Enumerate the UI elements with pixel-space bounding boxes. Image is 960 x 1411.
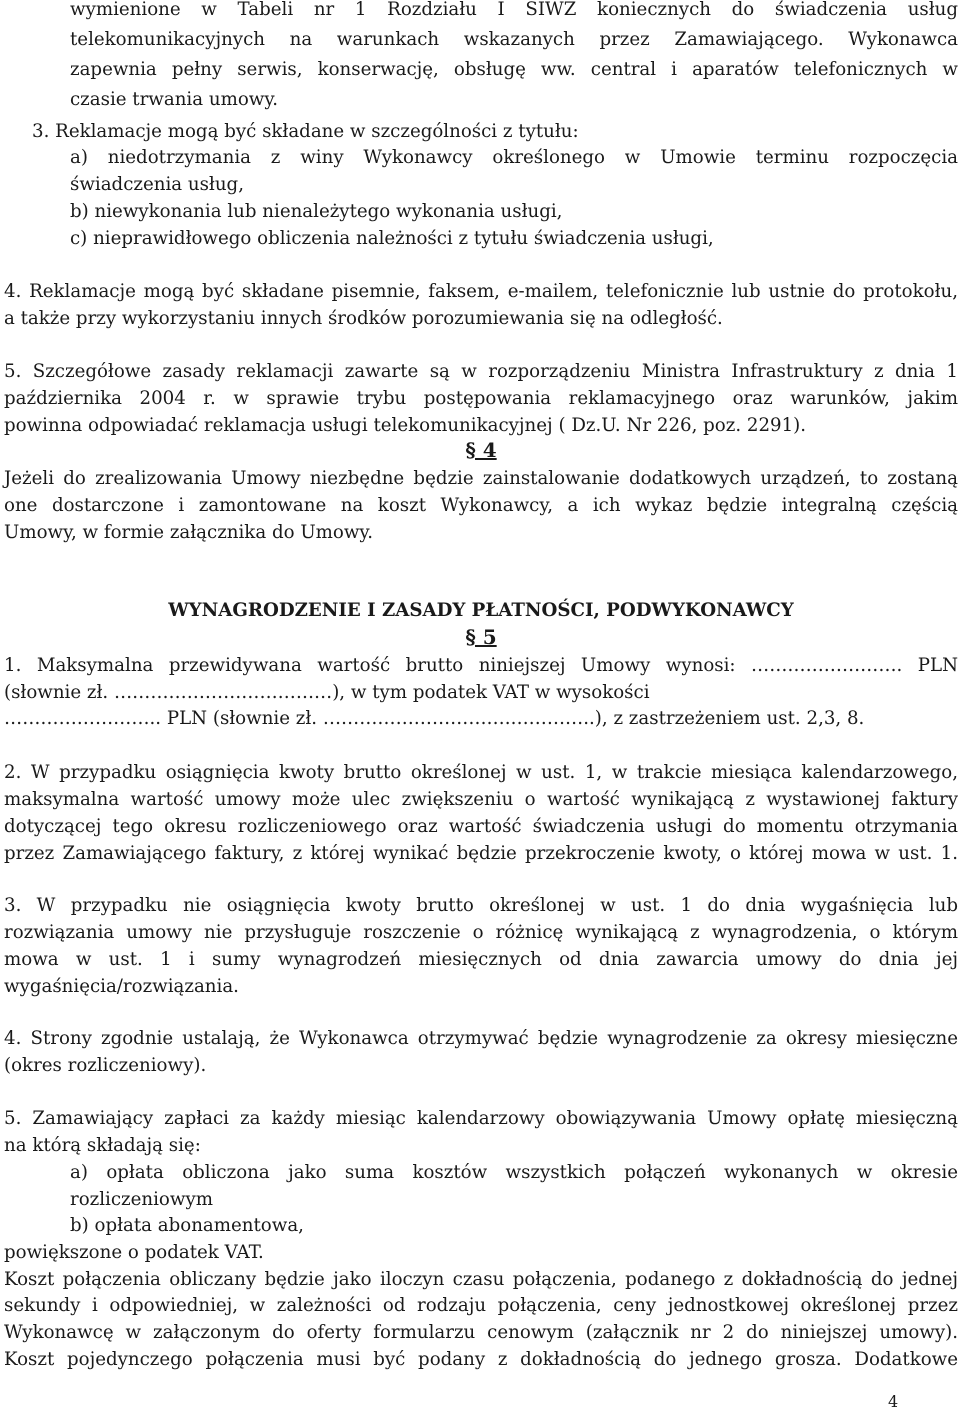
text-line: wygaśnięcia/rozwiązania.	[4, 976, 239, 997]
text-line: sekundy i odpowiedniej, w zależności od rodzaju połączenia, ceny jednostkowej określonej przez	[4, 1295, 958, 1316]
section-heading	[4, 437, 958, 464]
text-line: Wykonawcę w załączonym do oferty formularzu cenowym (załącznik nr 2 do niniejszej umowy).	[4, 1322, 958, 1343]
text-line: powiększone o podatek VAT.	[4, 1242, 264, 1263]
chapter-title: WYNAGRODZENIE I ZASADY PŁATNOŚCI, PODWYKONAWCY	[168, 600, 794, 621]
list-item: b) niewykonania lub nienależytego wykonania usługi,	[70, 201, 563, 222]
text-line: 1. Maksymalna przewidywana wartość brutto niniejszej Umowy wynosi: ……………………. PLN	[4, 655, 958, 676]
text-line: Koszt pojedynczego połączenia musi być podany z dokładnością do jednego grosza. Dodatkowe	[4, 1349, 958, 1370]
text-line: 5. Szczegółowe zasady reklamacji zawarte są w rozporządzeniu Ministra Infrastruktury z dnia 1	[4, 361, 958, 382]
section-number: § 5	[465, 625, 497, 649]
text-line: 2. W przypadku osiągnięcia kwoty brutto określonej w ust. 1, w trakcie miesiąca kalendarzowego,	[4, 762, 958, 783]
text-line: …………………….. PLN (słownie zł. ………………………….…………..), z zastrzeżeniem ust. 2,3, 8.	[4, 708, 865, 729]
text-line: (okres rozliczeniowy).	[4, 1055, 207, 1076]
text-line: 5. Zamawiający zapłaci za każdy miesiąc kalendarzowy obowiązywania Umowy opłatę miesięczną	[4, 1108, 958, 1129]
text-line: 4. Reklamacje mogą być składane pisemnie, faksem, e-mailem, telefonicznie lub ustnie do protokołu,	[4, 281, 958, 302]
list-item-heading: 3. Reklamacje mogą być składane w szczególności z tytułu:	[32, 121, 579, 142]
text-line: czasie trwania umowy.	[70, 89, 278, 110]
text-line: 4. Strony zgodnie ustalają, że Wykonawca otrzymywać będzie wynagrodzenie za okresy miesięczne	[4, 1028, 958, 1049]
text-line: wymienione w Tabeli nr 1 Rozdziału I SIWZ koniecznych do świadczenia usług	[70, 0, 958, 20]
text-line: października 2004 r. w sprawie trybu postępowania reklamacyjnego oraz warunków, jakim	[4, 388, 958, 409]
text-line: zapewnia pełny serwis, konserwację, obsługę ww. central i aparatów telefonicznych w	[70, 59, 958, 80]
text-line: telekomunikacyjnych na warunkach wskazanych przez Zamawiającego. Wykonawca	[70, 29, 958, 50]
text-line: mowa w ust. 1 i sumy wynagrodzeń miesięcznych od dnia zawarcia umowy do dnia jej	[4, 949, 958, 970]
list-item: a) opłata obliczona jako suma kosztów wszystkich połączeń wykonanych w okresie	[70, 1162, 958, 1183]
text-line: maksymalna wartość umowy może ulec zwiększeniu o wartość wynikającą z wystawionej faktury	[4, 789, 958, 810]
text-line: rozwiązania umowy nie przysługuje roszczenie o różnicę wynikającą z wynagrodzenia, o którym	[4, 922, 958, 943]
text-line: dotyczącej tego okresu rozliczeniowego oraz wartość świadczenia usługi do momentu otrzymania	[4, 816, 958, 837]
section-number: § 4	[465, 438, 497, 462]
page-number: 4	[888, 1392, 899, 1411]
list-item: rozliczeniowym	[70, 1189, 213, 1210]
list-item: świadczenia usług,	[70, 174, 244, 195]
list-item: b) opłata abonamentowa,	[70, 1215, 304, 1236]
text-line: Jeżeli do zrealizowania Umowy niezbędne będzie zainstalowanie dodatkowych urządzeń, to zostaną	[4, 468, 958, 489]
text-line: na którą składają się:	[4, 1135, 201, 1156]
list-item: c) nieprawidłowego obliczenia należności z tytułu świadczenia usługi,	[70, 228, 714, 249]
text-line: a także przy wykorzystaniu innych środków porozumiewania się na odległość.	[4, 308, 723, 329]
text-line: one dostarczone i zamontowane na koszt Wykonawcy, a ich wykaz będzie integralną częścią	[4, 495, 958, 516]
text-line: (słownie zł. ………………………………), w tym podatek VAT w wysokości	[4, 682, 650, 703]
list-item: a) niedotrzymania z winy Wykonawcy określonego w Umowie terminu rozpoczęcia	[70, 147, 958, 168]
section-heading	[4, 624, 958, 651]
text-line: przez Zamawiającego faktury, z której wynikać będzie przekroczenie kwoty, o której mowa w ust. 1.	[4, 843, 958, 864]
text-line: 3. W przypadku nie osiągnięcia kwoty brutto określonej w ust. 1 do dnia wygaśnięcia lub	[4, 895, 958, 916]
text-line: Koszt połączenia obliczany będzie jako iloczyn czasu połączenia, podanego z dokładnością do jednej	[4, 1269, 958, 1290]
text-line: powinna odpowiadać reklamacja usługi telekomunikacyjnej ( Dz.U. Nr 226, poz. 2291).	[4, 415, 807, 436]
text-line: Umowy, w formie załącznika do Umowy.	[4, 522, 374, 543]
